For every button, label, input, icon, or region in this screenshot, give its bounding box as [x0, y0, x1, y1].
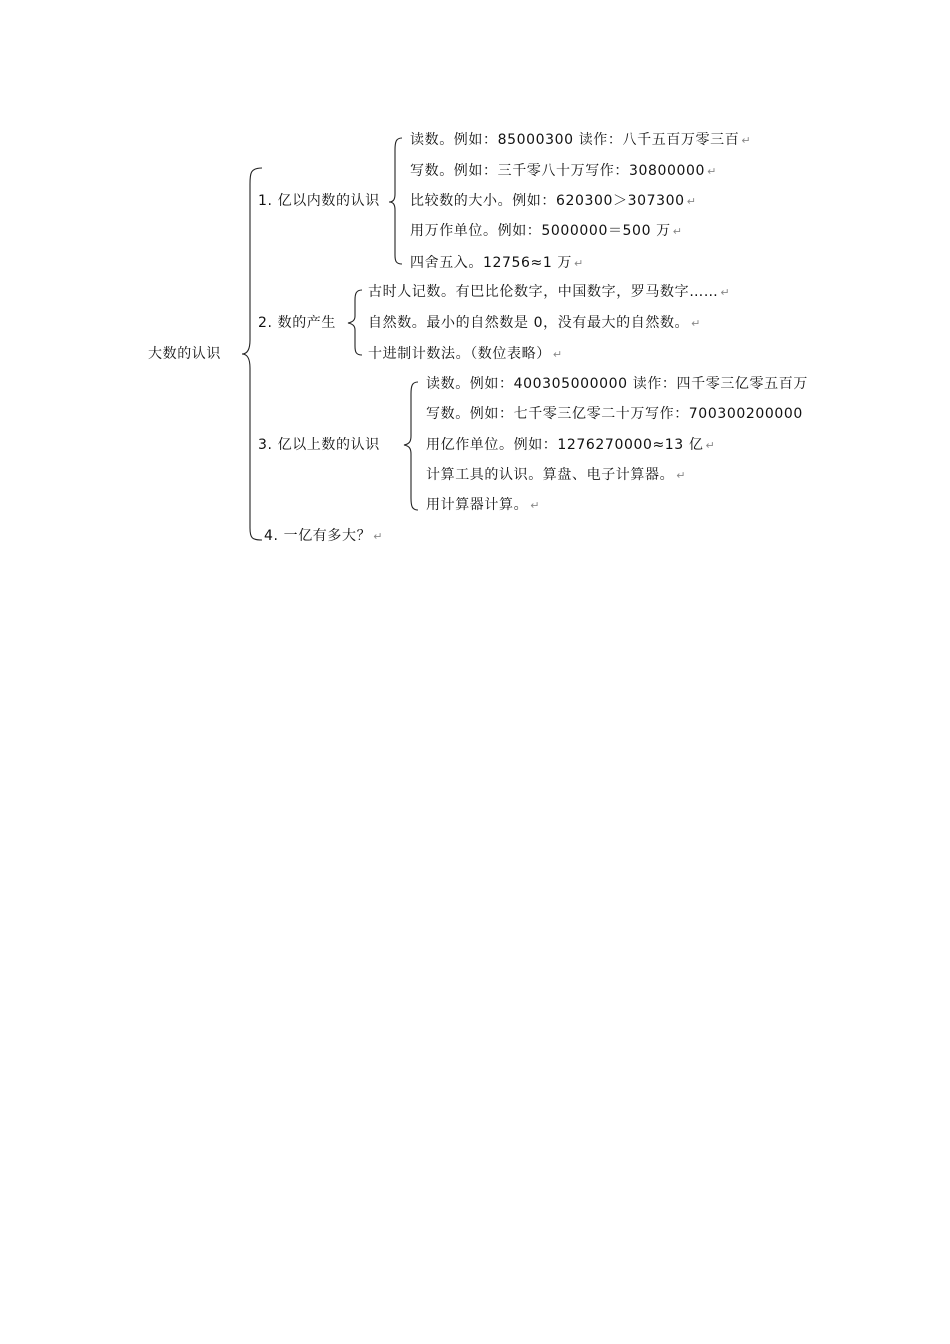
- branch-2-brace: [348, 290, 362, 355]
- branch-1-item: 比较数的大小。例如：620300＞307300 ↵: [410, 193, 697, 209]
- paragraph-mark: ↵: [720, 286, 731, 299]
- branch-1-item: 四舍五入。12756≈1 万 ↵: [410, 255, 584, 271]
- branch-3-item: 写数。例如：七千零三亿零二十万写作：700300200000: [426, 406, 803, 422]
- root-label: 大数的认识: [148, 346, 221, 362]
- branch-3-label: 3. 亿以上数的认识: [258, 437, 380, 453]
- branch-1-label: 1. 亿以内数的认识: [258, 193, 380, 209]
- paragraph-mark: ↵: [686, 195, 697, 208]
- paragraph-mark: ↵: [691, 317, 701, 330]
- branch-1-item: 写数。例如：三千零八十万写作：30800000 ↵: [410, 163, 717, 179]
- branch-1-brace: [389, 138, 402, 264]
- branch-1-item: 用万作单位。例如：5000000＝500 万 ↵: [410, 223, 683, 239]
- branch-2-label: 2. 数的产生: [258, 315, 337, 331]
- root-brace: [242, 168, 262, 540]
- branch-3-item: 用计算器计算。 ↵: [426, 497, 541, 513]
- branch-1-item: 读数。例如：85000300 读作：八千五百万零三百 ↵: [410, 132, 752, 148]
- branch-2-item: 古时人记数。有巴比伦数字，中国数字，罗马数字…… ↵: [368, 284, 731, 300]
- paragraph-mark: ↵: [574, 257, 584, 270]
- paragraph-mark: ↵: [552, 348, 563, 361]
- paragraph-mark: ↵: [676, 469, 687, 482]
- paragraph-mark: ↵: [741, 134, 752, 147]
- paragraph-mark: ↵: [705, 439, 716, 452]
- branch-3-item: 读数。例如：400305000000 读作：四千零三亿零五百万: [426, 376, 808, 392]
- branch-3-item: 用亿作单位。例如：1276270000≈13 亿 ↵: [426, 437, 716, 453]
- branch-2-item: 十进制计数法。（数位表略） ↵: [368, 346, 563, 362]
- paragraph-mark: ↵: [373, 530, 384, 543]
- branch-4-label: 4. 一亿有多大？ ↵: [264, 528, 384, 544]
- paragraph-mark: ↵: [530, 499, 541, 512]
- branch-3-brace: [404, 382, 418, 510]
- paragraph-mark: ↵: [707, 165, 717, 178]
- branch-2-item: 自然数。最小的自然数是 0，没有最大的自然数。 ↵: [368, 315, 701, 331]
- paragraph-mark: ↵: [672, 225, 683, 238]
- branch-3-item: 计算工具的认识。算盘、电子计算器。 ↵: [426, 467, 687, 483]
